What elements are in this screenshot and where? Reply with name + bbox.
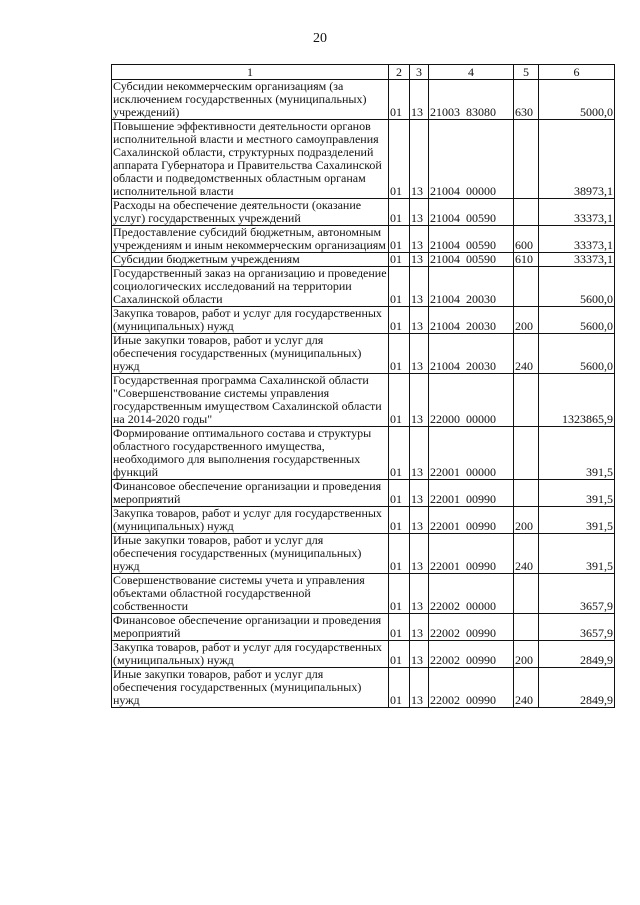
column-header: 5 [514,65,539,80]
expense-type-cell: 600 [514,226,539,253]
row-name-cell: Государственный заказ на организацию и проведение социологических исследований на территории Сахалинской области [113,266,387,306]
section-code-cell: 01 [389,80,410,120]
section-code-cell: 01 [389,427,410,480]
column-header: 4 [429,65,514,80]
table-row [112,427,615,480]
subsection-code-cell: 13 [410,226,429,253]
amount-cell: 5600,0 [539,267,615,307]
row-name-cell: Иные закупки товаров, работ и услуг для обеспечения государственных (муниципальных) нужд [112,668,389,708]
expense-type-cell [514,267,539,307]
section-code-cell: 01 [389,267,410,307]
row-name-cell: Закупка товаров, работ и услуг для государственных (муниципальных) нужд [112,507,389,534]
amount-cell: 33373,1 [539,253,615,267]
section-code-cell: 01 [389,374,410,427]
subsection-code-cell: 13 [410,480,429,507]
subsection-code-cell: 13 [410,534,429,574]
expense-type-cell [514,374,539,427]
expense-type-cell [514,120,539,199]
section-code-cell: 01 [389,614,410,641]
section-code-cell: 01 [389,534,410,574]
subsection-code-cell: 13 [410,614,429,641]
amount-cell: 3657,9 [539,574,615,614]
subsection-code-cell: 13 [410,80,429,120]
subsection-code-cell: 13 [410,427,429,480]
expense-type-cell: 240 [514,534,539,574]
target-article-cell: 21004 20030 [429,267,514,307]
table-row [112,80,615,120]
expense-type-cell: 240 [514,334,539,374]
table-row [112,641,615,668]
amount-cell: 391,5 [539,427,615,480]
amount-cell: 5600,0 [539,307,615,334]
expense-type-cell: 610 [514,253,539,267]
section-code-cell: 01 [389,668,410,708]
target-article-cell: 22001 00000 [429,427,514,480]
subsection-code-cell: 13 [410,307,429,334]
target-article-cell: 21003 83080 [429,80,514,120]
row-name-cell: Совершенствование системы учета и управления объектами областной государственной собственности [112,574,389,614]
section-code-cell: 01 [389,507,410,534]
subsection-code-cell: 13 [410,334,429,374]
table-row [112,267,615,307]
table-row [112,534,615,574]
table-row [112,226,615,253]
expense-type-cell [514,614,539,641]
column-header: 2 [389,65,410,80]
expense-type-cell: 200 [514,307,539,334]
target-article-cell: 21004 00590 [429,253,514,267]
section-code-cell: 01 [389,307,410,334]
section-code-cell: 01 [389,574,410,614]
amount-cell: 2849,9 [539,641,615,668]
row-name-cell: Субсидии бюджетным учреждениям [112,253,389,267]
column-header: 6 [539,65,615,80]
section-code-cell: 01 [389,199,410,226]
target-article-cell: 22002 00990 [429,641,514,668]
amount-cell: 33373,1 [539,199,615,226]
row-name-cell: Иные закупки товаров, работ и услуг для обеспечения государственных (муниципальных) нужд [112,334,389,374]
target-article-cell: 22000 00000 [429,374,514,427]
subsection-code-cell: 13 [410,253,429,267]
expense-type-cell [514,427,539,480]
subsection-code-cell: 13 [410,574,429,614]
subsection-code-cell: 13 [410,507,429,534]
section-code-cell: 01 [389,480,410,507]
column-header: 3 [410,65,429,80]
amount-cell: 391,5 [539,534,615,574]
section-code-cell: 01 [389,334,410,374]
table-row [112,614,615,641]
row-name-cell: Иные закупки товаров, работ и услуг для обеспечения государственных (муниципальных) нужд [112,534,389,574]
amount-cell: 5000,0 [539,80,615,120]
column-header: 1 [112,65,389,80]
row-name-cell: Формирование оптимального состава и структуры областного государственного имущества, необходимого для выполнения государственных функций [112,427,389,480]
section-code-cell: 01 [389,226,410,253]
table-row [112,199,615,226]
target-article-cell: 21004 20030 [429,307,514,334]
amount-cell: 3657,9 [539,614,615,641]
section-code-cell: 01 [389,253,410,267]
subsection-code-cell: 13 [410,641,429,668]
subsection-code-cell: 13 [410,668,429,708]
expense-type-cell: 200 [514,641,539,668]
target-article-cell: 22002 00990 [429,668,514,708]
expense-type-cell [514,574,539,614]
amount-cell: 5600,0 [539,334,615,374]
row-name-cell: Государственная программа Сахалинской области "Совершенствование системы управления государственным имуществом Сахалинской области на 2014-2020 годы" [112,374,389,427]
section-code-cell: 01 [389,641,410,668]
target-article-cell: 22001 00990 [429,507,514,534]
amount-cell: 38973,1 [539,120,615,199]
amount-cell: 391,5 [539,507,615,534]
row-name-cell: Субсидии некоммерческим организациям (за исключением государственных (муниципальных) учреждений) [112,80,389,120]
target-article-cell: 21004 00590 [429,199,514,226]
target-article-cell: 21004 20030 [429,334,514,374]
table-row [112,574,615,614]
table-row [112,507,615,534]
target-article-cell: 22001 00990 [429,480,514,507]
row-name-cell: Расходы на обеспечение деятельности (оказание услуг) государственных учреждений [112,199,389,226]
table-row [112,120,615,199]
table-row [112,334,615,374]
table-row [112,253,615,267]
amount-cell: 2849,9 [539,668,615,708]
amount-cell: 391,5 [539,480,615,507]
table-row [112,668,615,708]
row-name-cell: Закупка товаров, работ и услуг для государственных (муниципальных) нужд [112,307,389,334]
expense-type-cell: 200 [514,507,539,534]
section-code-cell: 01 [389,120,410,199]
row-name-cell: Закупка товаров, работ и услуг для государственных (муниципальных) нужд [112,641,389,668]
column-header-row [112,65,615,80]
target-article-cell: 22002 00000 [429,574,514,614]
subsection-code-cell: 13 [410,120,429,199]
expense-type-cell [514,480,539,507]
row-name-cell: Повышение эффективности деятельности органов исполнительной власти и местного самоуправления Сахалинской области, структурных подразделений аппарата Губернатора и Правительства Сахалинской области и подведомственных областным органам исполнительной власти [112,120,389,199]
amount-cell: 1323865,9 [539,374,615,427]
subsection-code-cell: 13 [410,374,429,427]
expense-type-cell: 240 [514,668,539,708]
expense-type-cell: 630 [514,80,539,120]
target-article-cell: 21004 00000 [429,120,514,199]
table-row [112,307,615,334]
target-article-cell: 22002 00990 [429,614,514,641]
table-row [112,480,615,507]
budget-table [111,64,615,708]
table-row [112,374,615,427]
amount-cell: 33373,1 [539,226,615,253]
subsection-code-cell: 13 [410,267,429,307]
row-name-cell: Предоставление субсидий бюджетным, автономным учреждениям и иным некоммерческим организациям [112,226,389,253]
expense-type-cell [514,199,539,226]
page-number: 20 [313,31,327,46]
row-name-cell: Финансовое обеспечение организации и проведения мероприятий [112,614,389,641]
row-name-cell: Финансовое обеспечение организации и проведения мероприятий [112,480,389,507]
target-article-cell: 21004 00590 [429,226,514,253]
subsection-code-cell: 13 [410,199,429,226]
target-article-cell: 22001 00990 [429,534,514,574]
